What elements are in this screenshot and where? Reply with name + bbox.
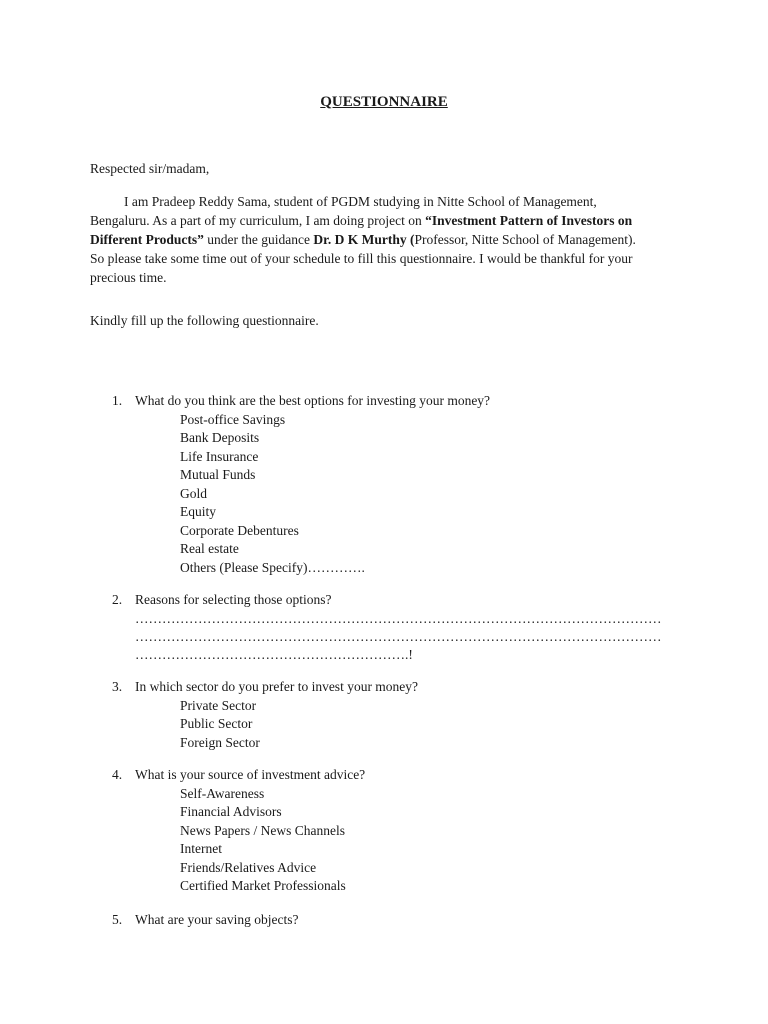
question-number: 3. [112, 679, 123, 694]
question-3 [112, 678, 692, 752]
option-item[interactable]: Post-office Savings [180, 411, 286, 427]
intro-part3: Professor, Nitte School of Management). So please take some time out of your schedule to fill this questionnaire. I would be thankful for your precious time. [90, 232, 636, 285]
option-list [180, 411, 692, 578]
answer-line[interactable]: …………………………………………………….! [135, 646, 413, 662]
question-number: 5. [112, 912, 123, 927]
question-text: What are your saving objects? [135, 912, 299, 927]
answer-line[interactable]: ……………………………………………………………………………………………………… [135, 610, 662, 626]
option-item[interactable]: Bank Deposits [180, 430, 260, 445]
question-number: 1. [112, 393, 123, 408]
option-item[interactable]: Friends/Relatives Advice [180, 859, 317, 875]
option-list [180, 697, 692, 753]
intro-paragraph [90, 192, 650, 287]
option-item[interactable]: Financial Advisors [180, 804, 282, 819]
question-4 [112, 766, 692, 896]
option-item[interactable]: Equity [180, 504, 216, 519]
question-text: In which sector do you prefer to invest your money? [135, 679, 419, 694]
option-list [180, 785, 692, 896]
option-item[interactable]: Internet [180, 841, 222, 856]
project-title: “Investment Pattern of Investors on Different Products” [90, 213, 633, 247]
question-1 [112, 392, 692, 577]
option-item[interactable]: News Papers / News Channels [180, 822, 345, 838]
question-2 [112, 591, 692, 664]
instruction: Kindly fill up the following questionnaire. [90, 313, 319, 328]
question-5 [112, 911, 692, 930]
answer-line[interactable]: ……………………………………………………………………………………………………… [135, 628, 662, 644]
option-item[interactable]: Others (Please Specify)…………. [180, 559, 365, 575]
salutation: Respected sir/madam, [90, 161, 210, 176]
option-item[interactable]: Gold [180, 485, 207, 501]
question-text: What do you think are the best options for investing your money? [135, 393, 491, 408]
question-number: 2. [112, 592, 123, 607]
question-number: 4. [112, 767, 123, 782]
option-item[interactable]: Mutual Funds [180, 467, 256, 482]
question-text: What is your source of investment advice? [135, 767, 366, 782]
option-item[interactable]: Real estate [180, 541, 239, 556]
intro-part2: under the guidance [203, 232, 314, 247]
option-item[interactable]: Private Sector [180, 697, 257, 713]
intro-part1: I am Pradeep Reddy Sama, student of PGDM studying in Nitte School of Management, Bengaluru. As a part of my curriculum, I am doing project on [90, 194, 597, 228]
option-item[interactable]: Public Sector [180, 716, 253, 731]
option-item[interactable]: Foreign Sector [180, 734, 260, 750]
option-item[interactable]: Life Insurance [180, 448, 259, 464]
option-item[interactable]: Self-Awareness [180, 785, 265, 801]
option-item[interactable]: Corporate Debentures [180, 522, 299, 538]
page-title: QUESTIONNAIRE [320, 94, 448, 110]
question-text: Reasons for selecting those options? [135, 592, 332, 607]
option-item[interactable]: Certified Market Professionals [180, 878, 346, 893]
guide-name: Dr. D K Murthy ( [313, 232, 415, 247]
